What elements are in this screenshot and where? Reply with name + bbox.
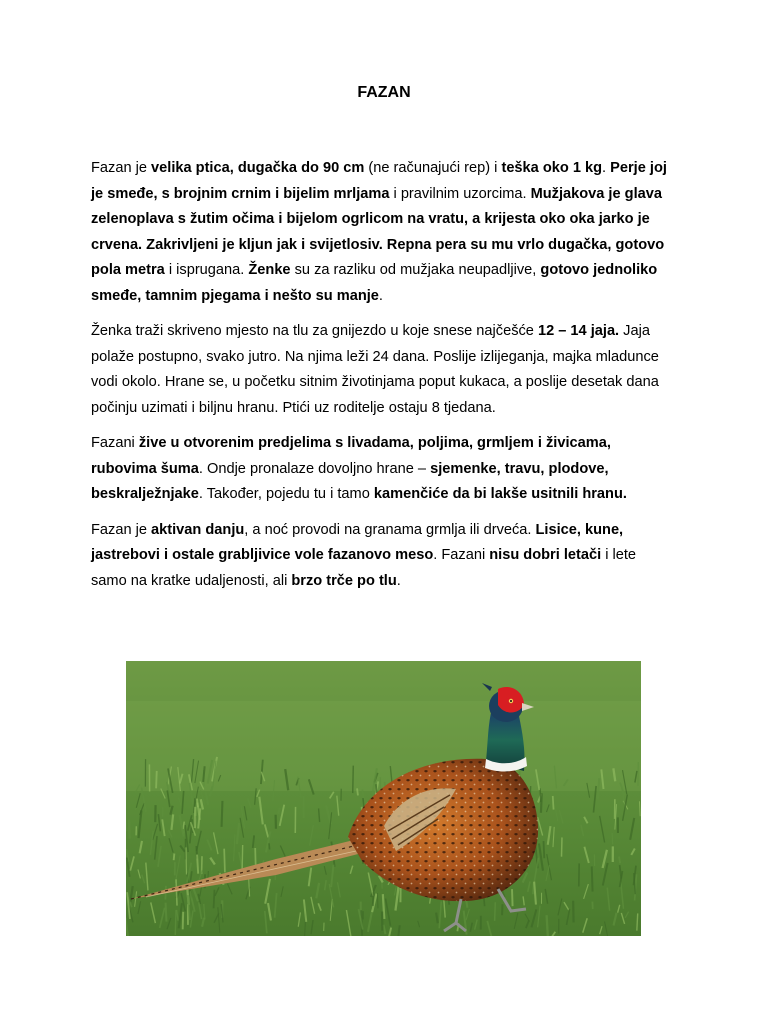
text-run: i isprugana.: [164, 262, 249, 278]
article-body: [91, 156, 671, 604]
text-run: Fazan je: [91, 160, 152, 176]
text-run: Jaja polaže postupno, svako jutro. Na njima leži 24 dana. Poslije izlijeganja, majka mladunce vodi okolo. Hrane se, u početku sitnim životinjama poput kukaca, a poslije desetak dana počinju uzimati i biljnu hranu. Ptići uz roditelje ostaju 8 tjedana.: [91, 323, 659, 416]
bold-run: nisu dobri letači: [489, 547, 602, 563]
bold-run: brzo trče po tlu: [291, 572, 397, 589]
bold-run: 12 – 14 jaja.: [537, 323, 620, 339]
bold-run: Mužjakova je glava zelenoplava s žutim očima i bijelom ogrlicom na vratu, a krijesta oko oka jarko je crvena. Zakrivljeni je kljun jak i svijetlosiv. Repna pera su mu vrlo dugačka, gotovo pola metra: [91, 185, 665, 278]
bold-run: kamenčiće da bi lakše usitnili hranu.: [373, 486, 627, 502]
bold-run: Ženke: [248, 262, 291, 278]
text-run: Ženka traži skriveno mjesto na tlu za gnijezdo u koje snese najčešće: [91, 323, 538, 339]
pheasant-photo: [126, 661, 641, 936]
text-run: . Fazani: [433, 547, 490, 563]
bold-run: žive u otvorenim predjelima s livadama, poljima, grmljem i živicama, rubovima šuma: [91, 435, 611, 477]
bold-run: velika ptica, dugačka do 90 cm: [151, 160, 365, 176]
text-run: Fazani: [91, 435, 139, 451]
bold-run: Lisice, kune, jastrebovi i ostale grabljivice vole fazanovo meso: [91, 521, 624, 563]
text-run: (ne računajući rep) i: [364, 160, 502, 176]
paragraph-description: [91, 156, 671, 309]
text-run: i lete samo na kratke udaljenosti, ali: [91, 547, 637, 589]
bold-run: Perje joj je smeđe, s brojnim crnim i bijelim mrljama: [91, 160, 667, 202]
paragraph-habitat: [91, 431, 671, 508]
bold-run: sjemenke, travu, plodove, beskralježnjake: [91, 460, 609, 502]
text-run: .: [378, 287, 383, 304]
text-run: Fazan je: [91, 521, 152, 538]
bold-run: aktivan danju: [151, 521, 245, 538]
page-title: FAZAN: [357, 84, 411, 101]
bold-run: teška oko 1 kg: [501, 160, 603, 176]
text-run: . Također, pojedu tu i tamo: [198, 486, 374, 502]
text-run: .: [396, 572, 401, 589]
paragraph-behaviour: [91, 518, 671, 595]
paragraph-nesting: [91, 319, 671, 421]
pheasant-illustration: [126, 661, 641, 936]
text-run: i pravilnim uzorcima.: [389, 185, 531, 202]
text-run: . Ondje pronalaze dovoljno hrane –: [198, 460, 431, 477]
text-run: .: [602, 160, 611, 176]
bold-run: gotovo jednoliko smeđe, tamnim pjegama i nešto su manje: [91, 262, 658, 304]
text-run: su za razliku od mužjaka neupadljive,: [290, 262, 541, 278]
text-run: , a noć provodi na granama grmlja ili drveća.: [244, 521, 536, 538]
